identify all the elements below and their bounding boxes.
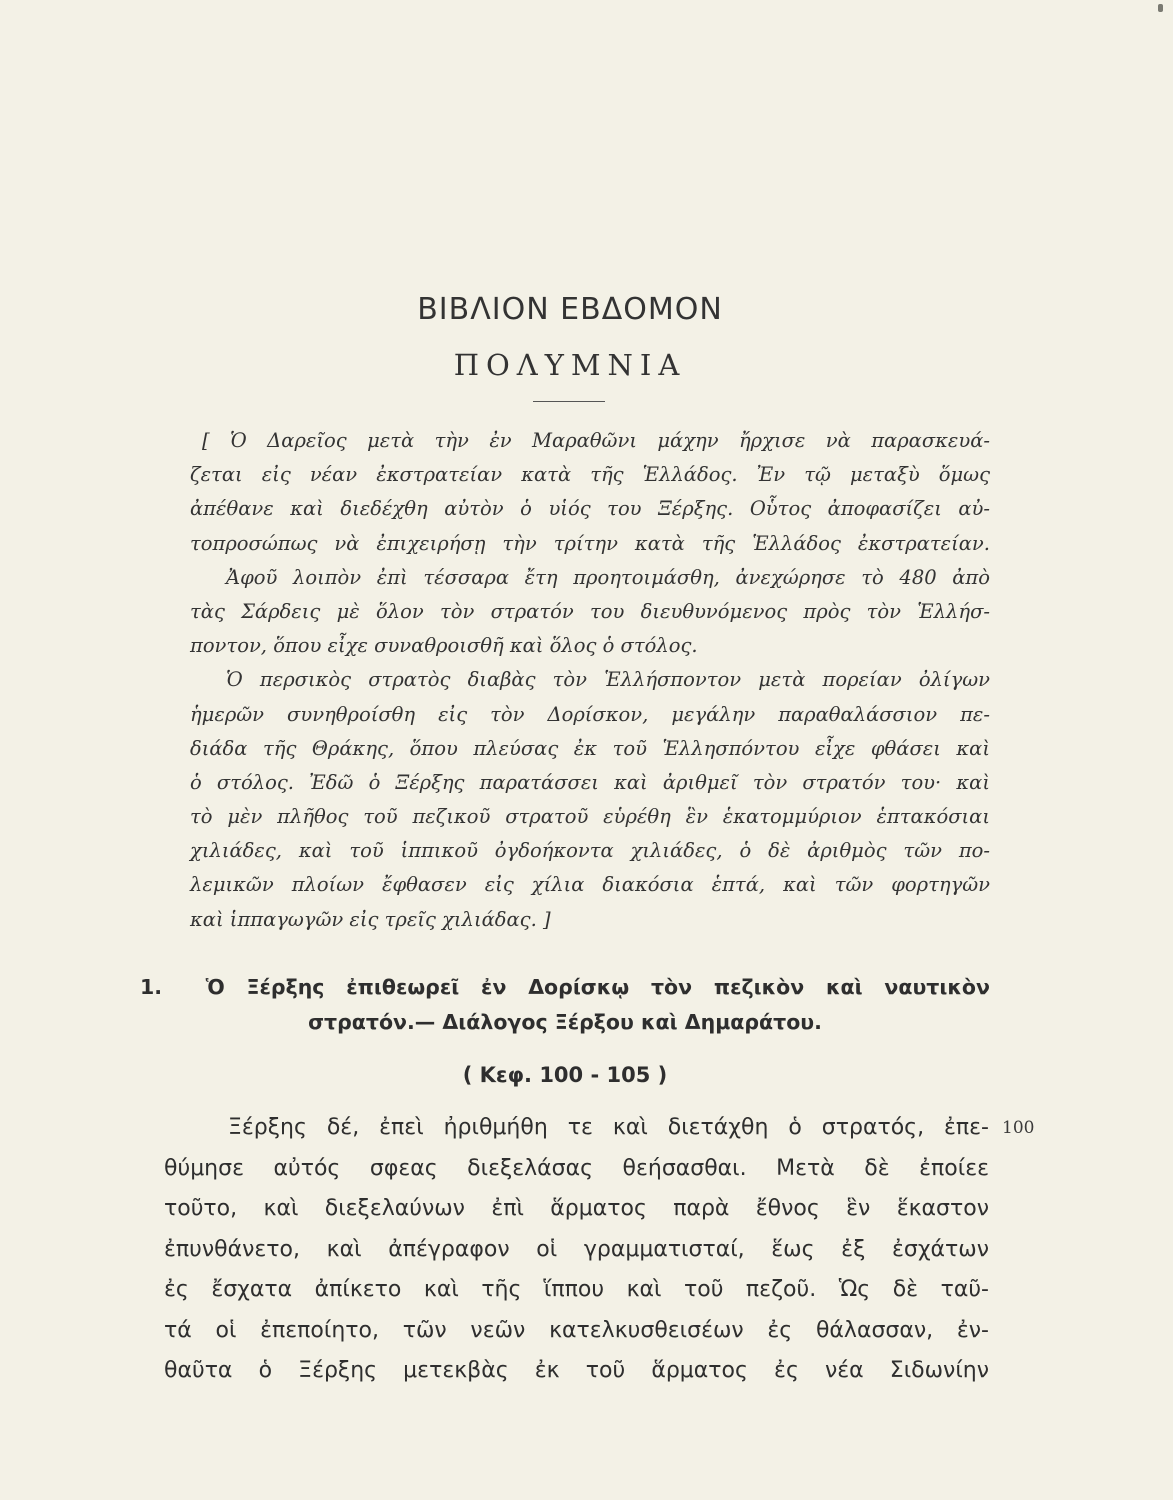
- summary-line: Ἀφοῦ λοιπὸν ἐπὶ τέσσαρα ἔτη προητοιμάσθη, ἀνεχώρησε τὸ 480 ἀπὸ: [226, 565, 990, 589]
- summary-line: ὁ στόλος. Ἐδῶ ὁ Ξέρξης παρατάσσει καὶ ἀριθμεῖ τὸν στρατόν του· καὶ: [190, 770, 990, 794]
- book-subtitle: ΠΟΛΥΜΝΙΑ: [453, 348, 687, 382]
- summary-line: ποντον, ὅπου εἶχε συναθροισθῆ καὶ ὅλος ὁ στόλος.: [190, 634, 698, 658]
- section-heading-line: στρατόν.— Διάλογος Ξέρξου καὶ Δημαράτου.: [308, 1010, 822, 1034]
- summary-line: καὶ ἱππαγωγῶν εἰς τρεῖς χιλιάδας. ]: [190, 907, 551, 931]
- summary-line: ἀπέθανε καὶ διεδέχθη αὐτὸν ὁ υἱός του Ξέρξης. Οὗτος ἀποφασίζει αὐ-: [190, 497, 990, 521]
- section-heading: [140, 970, 990, 1040]
- title-divider: [533, 401, 605, 402]
- summary-line: [ Ὁ Δαρεῖος μετὰ τὴν ἐν Μαραθῶνι μάχην ἤρχισε νὰ παρασκευά-: [202, 429, 990, 452]
- text-line: Ξέρξης δέ, ἐπεὶ ἠριθμήθη τε καὶ διετάχθη ὁ στρατός, ἐπε-: [228, 1115, 989, 1140]
- summary-line: Ὁ περσικὸς στρατὸς διαβὰς τὸν Ἑλλήσποντον μετὰ πορείαν ὀλίγων: [226, 668, 990, 692]
- greek-text-body: [164, 1108, 989, 1392]
- summary-line: χιλιάδες, καὶ τοῦ ἱππικοῦ ὀγδοήκοντα χιλιάδες, ὁ δὲ ἀριθμὸς τῶν πο-: [190, 839, 990, 863]
- section-number: 1.: [140, 975, 163, 999]
- chapter-range: ( Κεφ. 100 - 105 ): [462, 1063, 668, 1087]
- text-line: θύμησε αὐτός σφεας διεξελάσας θεήσασθαι. Μετὰ δὲ ἐποίεε: [164, 1155, 989, 1181]
- text-line: θαῦτα ὁ Ξέρξης μετεκβὰς ἐκ τοῦ ἅρματος ἐς νέα Σιδωνίην: [164, 1358, 989, 1383]
- summary-line: τὸ μὲν πλῆθος τοῦ πεζικοῦ στρατοῦ εὑρέθη ἓν ἑκατομμύριον ἑπτακόσιαι: [190, 805, 990, 829]
- text-line: ἐς ἔσχατα ἀπίκετο καὶ τῆς ἵππου καὶ τοῦ πεζοῦ. Ὡς δὲ ταῦ-: [164, 1277, 989, 1302]
- summary-line: ἡμερῶν συνηθροίσθη εἰς τὸν Δορίσκον, μεγάλην παραθαλάσσιον πε-: [190, 702, 990, 726]
- margin-chapter-number: 100: [1002, 1118, 1035, 1138]
- summary-line: τὰς Σάρδεις μὲ ὅλον τὸν στρατόν του διευθυνόμενος πρὸς τὸν Ἑλλήσ-: [190, 599, 990, 623]
- text-line: ἐπυνθάνετο, καὶ ἀπέγραφον οἱ γραμματισταί, ἕως ἐξ ἐσχάτων: [164, 1236, 989, 1262]
- text-line: τοῦτο, καὶ διεξελαύνων ἐπὶ ἅρματος παρὰ ἔθνος ἓν ἕκαστον: [164, 1196, 989, 1221]
- section-title-part1: Ὁ Ξέρξης ἐπιθεωρεῖ ἐν Δορίσκῳ τὸν πεζικὸν καὶ ναυτικὸν: [205, 975, 990, 999]
- summary-line: διάδα τῆς Θράκης, ὅπου πλεύσας ἐκ τοῦ Ἑλλησπόντου εἶχε φθάσει καὶ: [190, 736, 990, 760]
- summary-line: τοπροσώπως νὰ ἐπιχειρήσῃ τὴν τρίτην κατὰ τῆς Ἑλλάδος ἐκστρατείαν.: [190, 531, 990, 555]
- summary-line: ζεται εἰς νέαν ἐκστρατείαν κατὰ τῆς Ἑλλάδος. Ἐν τῷ μεταξὺ ὅμως: [190, 463, 990, 487]
- page-edge-mark: [1158, 4, 1163, 12]
- section-heading-line: [140, 970, 990, 1005]
- book-title: ΒΙΒΛΙΟΝ ΕΒΔΟΜΟΝ: [417, 292, 723, 327]
- summary-line: λεμικῶν πλοίων ἔφθασεν εἰς χίλια διακόσια ἑπτά, καὶ τῶν φορτηγῶν: [190, 873, 990, 897]
- chapter-summary: [190, 424, 990, 937]
- text-line: τά οἱ ἐπεποίητο, τῶν νεῶν κατελκυσθεισέων ἐς θάλασσαν, ἐν-: [164, 1317, 989, 1343]
